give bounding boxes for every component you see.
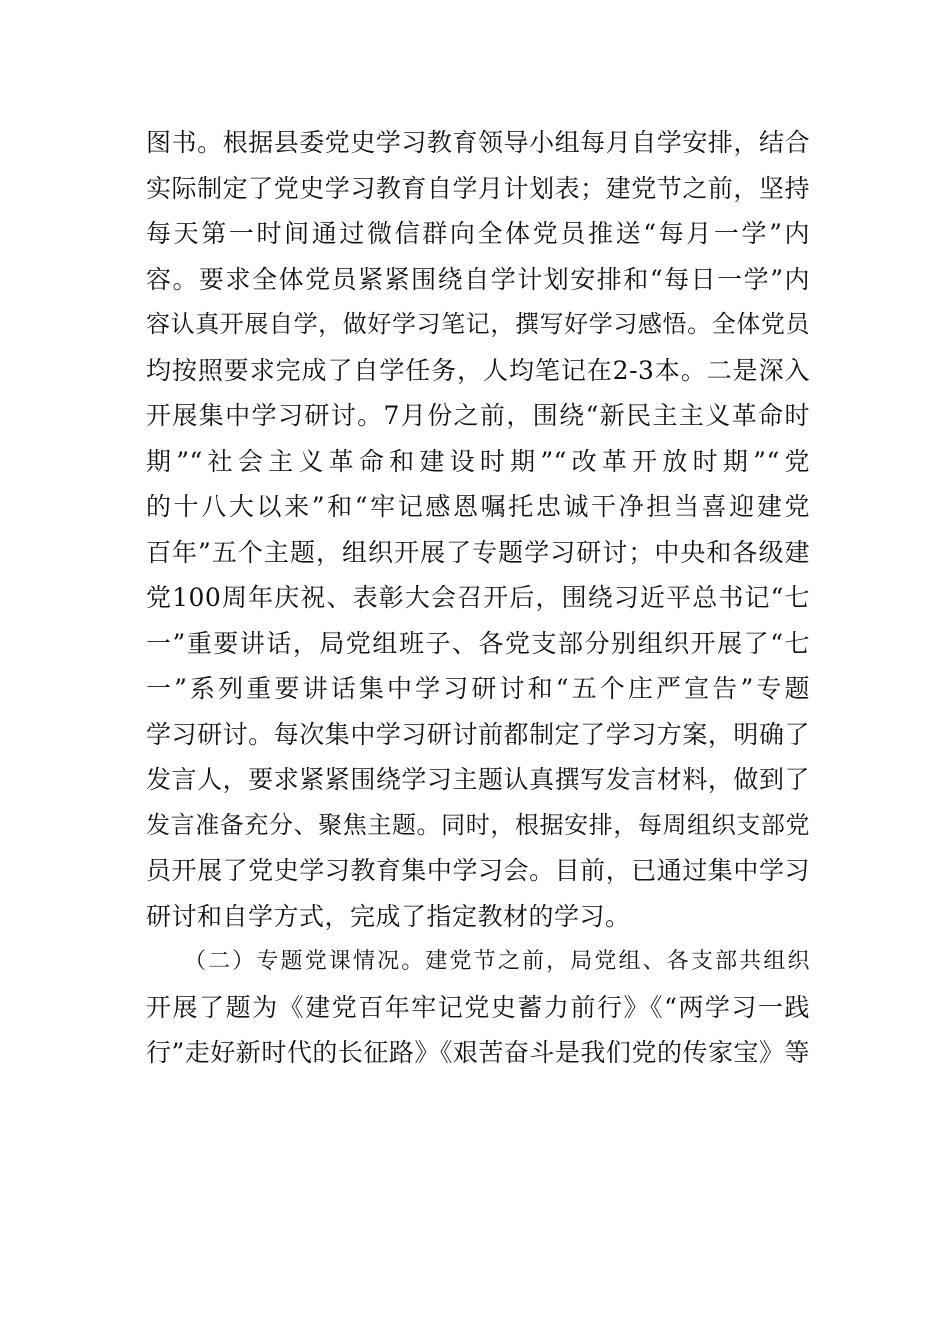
text-line: 一”重要讲话，局党组班子、各党支部分别组织开展了“七 bbox=[146, 628, 810, 658]
text-line: 发言人，要求紧紧围绕学习主题认真撰写发言材料，做到了 bbox=[146, 765, 810, 794]
text-line: 期”“社会主义革命和建设时期”“改革开放时期”“党 bbox=[146, 446, 810, 476]
text-line: 实际制定了党史学习教育自学月计划表；建党节之前，坚持 bbox=[146, 173, 810, 203]
text-line: 均按照要求完成了自学任务，人均笔记在2-3本。二是深入 bbox=[146, 355, 810, 385]
text-line: 一”系列重要讲话集中学习研讨和“五个庄严宣告”专题 bbox=[146, 674, 810, 703]
text-line: 每天第一时间通过微信群向全体党员推送“每月一学”内 bbox=[146, 219, 810, 248]
text-line: 容认真开展自学，做好学习笔记，撰写好学习感悟。全体党员 bbox=[146, 310, 810, 338]
text-line: 发言准备充分、聚焦主题。同时，根据安排，每周组织支部党 bbox=[146, 810, 810, 839]
text-line: 百年”五个主题，组织开展了专题学习研讨；中央和各级建 bbox=[146, 537, 810, 567]
text-line: 图书。根据县委党史学习教育领导小组每月自学安排，结合 bbox=[146, 128, 810, 157]
text-line: 员开展了党史学习教育集中学习会。目前，已通过集中学习 bbox=[146, 856, 810, 885]
text-line: 党100周年庆祝、表彰大会召开后，围绕习近平总书记“七 bbox=[146, 583, 810, 612]
text-line: 开展集中学习研讨。7月份之前，围绕“新民主主义革命时 bbox=[146, 401, 810, 430]
section-heading-line: （二）专题党课情况。建党节之前，局党组、各支部共组织 bbox=[184, 949, 810, 974]
text-line: 的十八大以来”和“牢记感恩嘱托忠诚干净担当喜迎建党 bbox=[146, 492, 810, 521]
text-line: 学习研讨。每次集中学习研讨前都制定了学习方案，明确了 bbox=[146, 719, 810, 749]
text-line: 容。要求全体党员紧紧围绕自学计划安排和“每日一学”内 bbox=[146, 264, 810, 294]
text-line: 开展了题为《建党百年牢记党史蓄力前行》《“两学习一践 bbox=[146, 992, 810, 1022]
text-line: 行”走好新时代的长征路》《艰苦奋斗是我们党的传家宝》等 bbox=[146, 1038, 810, 1067]
body-text bbox=[146, 120, 810, 1076]
text-line: 研讨和自学方式，完成了指定教材的学习。 bbox=[146, 901, 631, 931]
